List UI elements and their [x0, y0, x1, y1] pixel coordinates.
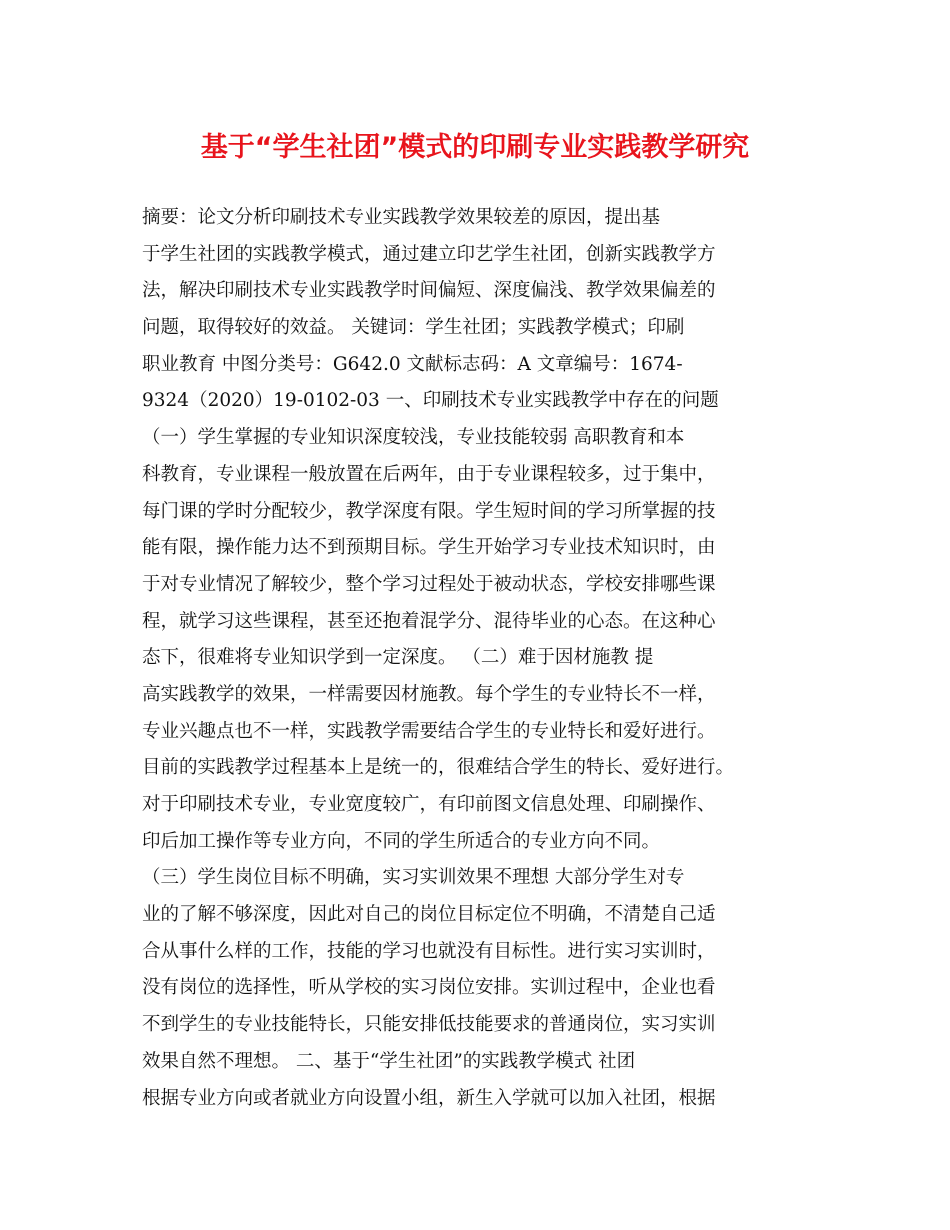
text-line: 没有岗位的选择性，听从学校的实习岗位安排。实训过程中，企业也看 — [142, 977, 716, 999]
text-line: 印后加工操作等专业方向，不同的学生所适合的专业方向不同。 — [142, 830, 661, 852]
text-line: 合从事什么样的工作，技能的学习也就没有目标性。进行实习实训时， — [142, 940, 716, 962]
text-line: 效果自然不理想。 二、基于“学生社团”的实践教学模式 社团 — [142, 1050, 636, 1072]
text-line: 法，解决印刷技术专业实践教学时间偏短、深度偏浅、教学效果偏差的 — [142, 280, 716, 302]
document-body — [142, 200, 822, 1117]
text-line: 业的了解不够深度，因此对自己的岗位目标定位不明确，不清楚自己适 — [142, 904, 716, 926]
text-line: 摘要：论文分析印刷技术专业实践教学效果较差的原因，提出基 — [142, 207, 661, 228]
text-line: 专业兴趣点也不一样，实践教学需要结合学生的专业特长和爱好进行。 — [142, 720, 716, 742]
text-line: 科教育，专业课程一般放置在后两年，由于专业课程较多，过于集中， — [142, 463, 716, 485]
text-line: 职业教育 中图分类号：G642.0 文献标志码：A 文章编号：1674- — [142, 353, 683, 375]
text-line: 目前的实践教学过程基本上是统一的，很难结合学生的特长、爱好进行。 — [142, 757, 735, 779]
text-line: 不到学生的专业技能特长，只能安排低技能要求的普通岗位，实习实训 — [142, 1014, 716, 1036]
text-line: 每门课的学时分配较少，教学深度有限。学生短时间的学习所掌握的技 — [142, 500, 716, 522]
text-line: 根据专业方向或者就业方向设置小组，新生入学就可以加入社团，根据 — [142, 1087, 716, 1109]
text-line: 于对专业情况了解较少，整个学习过程处于被动状态，学校安排哪些课 — [142, 573, 716, 595]
text-line: 对于印刷技术专业，专业宽度较广，有印前图文信息处理、印刷操作、 — [142, 794, 716, 815]
text-line: 能有限，操作能力达不到预期目标。学生开始学习专业技术知识时，由 — [142, 537, 716, 559]
text-line: 9324（2020）19-0102-03 一、印刷技术专业实践教学中存在的问题 — [142, 390, 719, 412]
text-line: 高实践教学的效果，一样需要因材施教。每个学生的专业特长不一样， — [142, 683, 716, 705]
text-line: 态下，很难将专业知识学到一定深度。 （二）难于因材施教 提 — [142, 647, 654, 669]
text-line: 程，就学习这些课程，甚至还抱着混学分、混待毕业的心态。在这种心 — [142, 610, 716, 632]
text-line: （三）学生岗位目标不明确，实习实训效果不理想 大部分学生对专 — [142, 867, 685, 889]
document-title: 基于“学生社团”模式的印刷专业实践教学研究 — [200, 132, 750, 163]
text-line: 问题，取得较好的效益。 关键词：学生社团；实践教学模式；印刷 — [142, 317, 685, 339]
text-line: （一）学生掌握的专业知识深度较浅，专业技能较弱 高职教育和本 — [142, 427, 685, 449]
text-line: 于学生社团的实践教学模式，通过建立印艺学生社团，创新实践教学方 — [142, 243, 716, 265]
